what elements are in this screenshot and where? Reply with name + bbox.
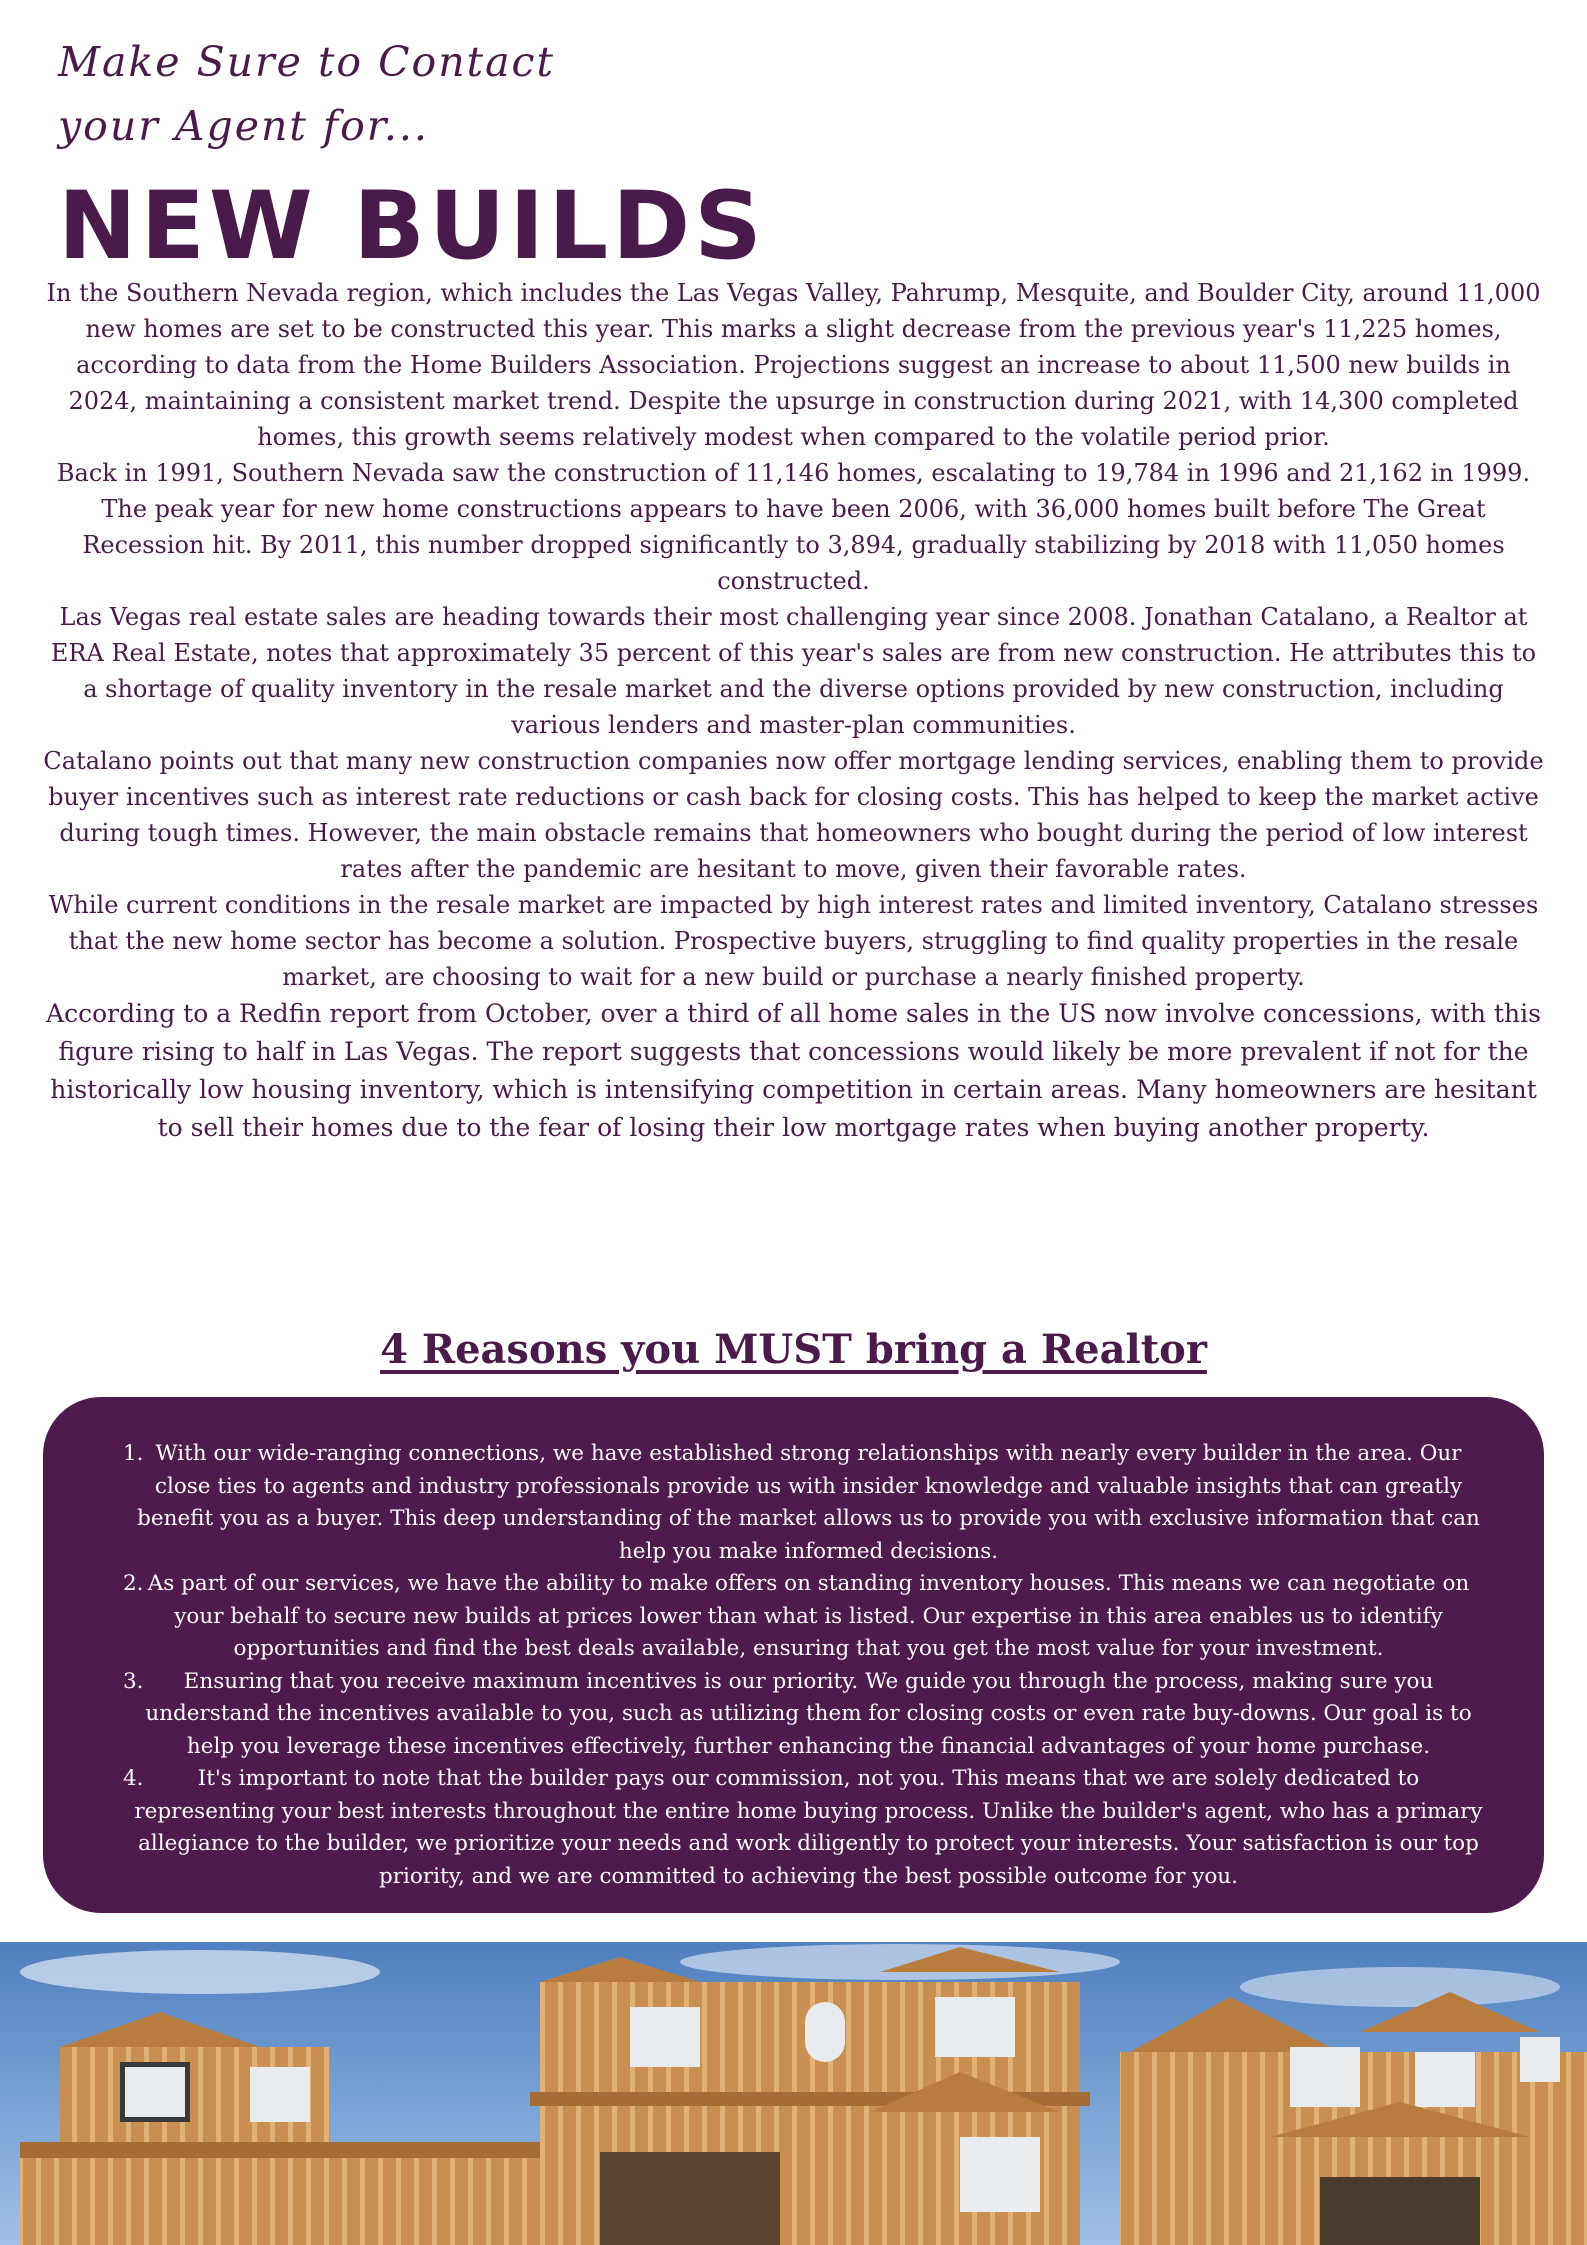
kicker-line-1: Make Sure to Contact bbox=[58, 38, 555, 86]
reason-item bbox=[83, 1438, 1504, 1568]
reason-number: 2. bbox=[123, 1571, 144, 1596]
reasons-panel bbox=[43, 1397, 1544, 1913]
article-paragraph: Catalano points out that many new construction companies now offer mortgage lending services, enabling them to provide buyer incentives such as interest rate reductions or cash back for closing costs. This has helped to keep the market active during tough times. However, the main obstacle remains that homeowners who bought during the period of low interest rates after the pandemic are hesitant to move, given their favorable rates. bbox=[43, 747, 1544, 883]
article-paragraph: Back in 1991, Southern Nevada saw the construction of 11,146 homes, escalating to 19,784 in 1996 and 21,162 in 1999. The peak year for new home constructions appears to have been 2006, with 36,000 homes built before The Great Recession hit. By 2011, this number dropped significantly to 3,894, gradually stabilizing by 2018 with 11,050 homes constructed. bbox=[56, 459, 1531, 595]
reason-number: 4. bbox=[123, 1766, 144, 1791]
reason-item bbox=[83, 1568, 1504, 1666]
reasons-list bbox=[83, 1438, 1504, 1893]
reason-number: 3. bbox=[123, 1668, 144, 1694]
page-title: NEW BUILDS bbox=[58, 172, 766, 281]
reason-text: With our wide-ranging connections, we have established strong relationships with nearly every builder in the area. Our close ties to agents and industry professionals provide us with insider knowledge and valuable insights that can greatly benefit you as a buyer. This deep understanding of the market allows us to provide you with exclusive information that can help you make informed decisions. bbox=[137, 1441, 1480, 1564]
article-paragraph: While current conditions in the resale market are impacted by high interest rates and limited inventory, Catalano stresses that the new home sector has become a solution. Prospective buyers, struggling to find quality properties in the resale market, are choosing to wait for a new build or purchase a nearly finished property. bbox=[48, 891, 1539, 991]
reason-item bbox=[83, 1763, 1504, 1893]
kicker-line-2: your Agent for... bbox=[58, 102, 429, 150]
reason-number: 1. bbox=[123, 1441, 144, 1466]
reason-text: Ensuring that you receive maximum incentives is our priority. We guide you through the process, making sure you understand the incentives available to you, such as utilizing them for closing costs or even rate buy-downs. Our goal is to help you leverage these incentives effectively, further enhancing the financial advantages of your home purchase. bbox=[145, 1668, 1472, 1759]
construction-photo bbox=[0, 1942, 1587, 2245]
article-paragraph: In the Southern Nevada region, which includes the Las Vegas Valley, Pahrump, Mesquite, and Boulder City, around 11,000 new homes are set to be constructed this year. This marks a slight decrease from the previous year's 11,225 homes, according to data from the Home Builders Association. Projections suggest an increase to about 11,500 new builds in 2024, maintaining a consistent market trend. Despite the upsurge in construction during 2021, with 14,300 completed homes, this growth seems relatively modest when compared to the volatile period prior. bbox=[46, 279, 1541, 451]
article-paragraph: Las Vegas real estate sales are heading towards their most challenging year since 2008. Jonathan Catalano, a Realtor at ERA Real Estate, notes that approximately 35 percent of this year's sales are from new construction. He attributes this to a shortage of quality inventory in the resale market and the diverse options provided by new construction, including various lenders and master-plan communities. bbox=[50, 603, 1537, 739]
houses-under-construction-image bbox=[0, 1942, 1587, 2245]
reasons-heading: 4 Reasons you MUST bring a Realtor bbox=[380, 1326, 1207, 1373]
article-paragraph: According to a Redfin report from October, over a third of all home sales in the US now involve concessions, with this figure rising to half in Las Vegas. The report suggests that concessions would likely be more prevalent if not for the historically low housing inventory, which is intensifying competition in certain areas. Many homeowners are hesitant to sell their homes due to the fear of losing their low mortgage rates when buying another property. bbox=[46, 999, 1541, 1142]
reason-text: As part of our services, we have the ability to make offers on standing inventory houses. This means we can negotiate on your behalf to secure new builds at prices lower than what is listed. Our expertise in this area enables us to identify opportunities and find the best deals available, ensuring that you get the most value for your investment. bbox=[147, 1571, 1470, 1661]
reason-text: It's important to note that the builder pays our commission, not you. This means that we are solely dedicated to representing your best interests throughout the entire home buying process. Unlike the builder's agent, who has a primary allegiance to the builder, we prioritize your needs and work diligently to protect your interests. Your satisfaction is our top priority, and we are committed to achieving the best possible outcome for you. bbox=[134, 1766, 1483, 1889]
kicker-heading bbox=[58, 30, 758, 158]
reason-item bbox=[83, 1666, 1504, 1764]
article-body bbox=[40, 275, 1547, 1147]
house-center bbox=[530, 1947, 1090, 2245]
